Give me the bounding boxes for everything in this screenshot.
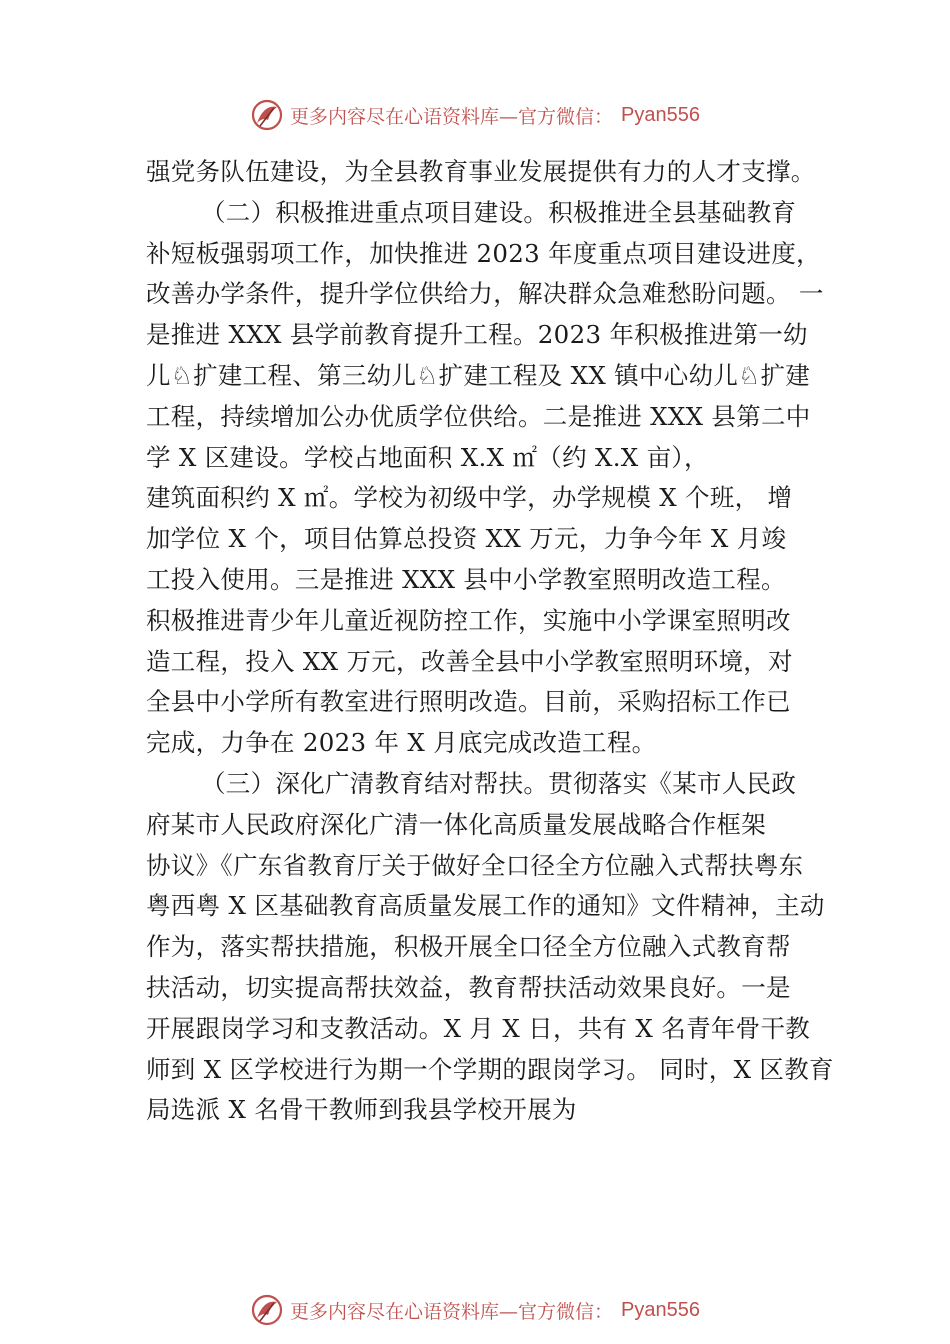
text-line: 扶活动，切实提高帮扶效益，教育帮扶活动效果良好。一是 (146, 972, 791, 1002)
text-line: 完成，力争在 2023 年 X 月底完成改造工程。 (146, 728, 657, 758)
text-line: 工程，持续增加公办优质学位供给。二是推进 XXX 县第二中 (146, 401, 811, 431)
watermark-text: 更多内容尽在心语资料库—官方微信： (290, 1300, 614, 1323)
text-line: （三）深化广清教育结对帮扶。贯彻落实《某市人民政 (201, 768, 797, 798)
seal-logo-icon (250, 98, 284, 132)
text-line: 改善办学条件，提升学位供给力，解决群众急难愁盼问题。 一 (146, 279, 824, 309)
text-line: 开展跟岗学习和支教活动。X 月 X 日，共有 X 名青年骨干教 (146, 1013, 811, 1043)
text-line: 造工程，投入 XX 万元，改善全县中小学教室照明环境，对 (146, 646, 793, 676)
watermark-wechat-id: Pyan556 (621, 1298, 700, 1321)
text-line: （二）积极推进重点项目建设。积极推进全县基础教育 (201, 197, 797, 227)
text-line: 师到 X 区学校进行为期一个学期的跟岗学习。 同时，X 区教育 (146, 1054, 834, 1084)
text-line: 府某市人民政府深化广清一体化高质量发展战略合作框架 (146, 809, 766, 839)
text-line: 学 X 区建设。学校占地面积 X.X ㎡（约 X.X 亩）， (146, 442, 709, 472)
text-line: 协议》《广东省教育厅关于做好全口径全方位融入式帮扶粤东 (146, 850, 804, 880)
text-line: 全县中小学所有教室进行照明改造。目前，采购招标工作已 (146, 687, 791, 717)
text-line: 作为，落实帮扶措施，积极开展全口径全方位融入式教育帮 (146, 932, 791, 962)
text-line: 局选派 X 名骨干教师到我县学校开展为 (146, 1095, 577, 1125)
text-line: 强党务队伍建设，为全县教育事业发展提供有力的人才支撑。 (146, 157, 816, 186)
document-body (146, 152, 834, 1131)
text-line: 建筑面积约 X ㎡。学校为初级中学，办学规模 X 个班， 增 (146, 483, 793, 513)
text-line: 粤西粤 X 区基础教育高质量发展工作的通知》文件精神，主动 (146, 891, 825, 921)
text-line: 儿♘扩建工程、第三幼儿♘扩建工程及 XX 镇中心幼儿♘扩建 (146, 360, 811, 390)
text-line: 是推进 XXX 县学前教育提升工程。2023 年积极推进第一幼 (146, 320, 808, 350)
text-line: 积极推进青少年儿童近视防控工作，实施中小学课室照明改 (146, 605, 791, 635)
text-line: 补短板强弱项工作，加快推进 2023 年度重点项目建设进度， (146, 238, 821, 268)
watermark-text: 更多内容尽在心语资料库—官方微信： (290, 105, 614, 128)
seal-logo-icon (250, 1293, 284, 1327)
text-line: 加学位 X 个，项目估算总投资 XX 万元，力争今年 X 月竣 (146, 524, 787, 554)
watermark-wechat-id: Pyan556 (621, 103, 700, 126)
watermark-header (0, 95, 950, 135)
text-line: 工投入使用。三是推进 XXX 县中小学教室照明改造工程。 (146, 564, 786, 594)
watermark-footer (0, 1290, 950, 1330)
